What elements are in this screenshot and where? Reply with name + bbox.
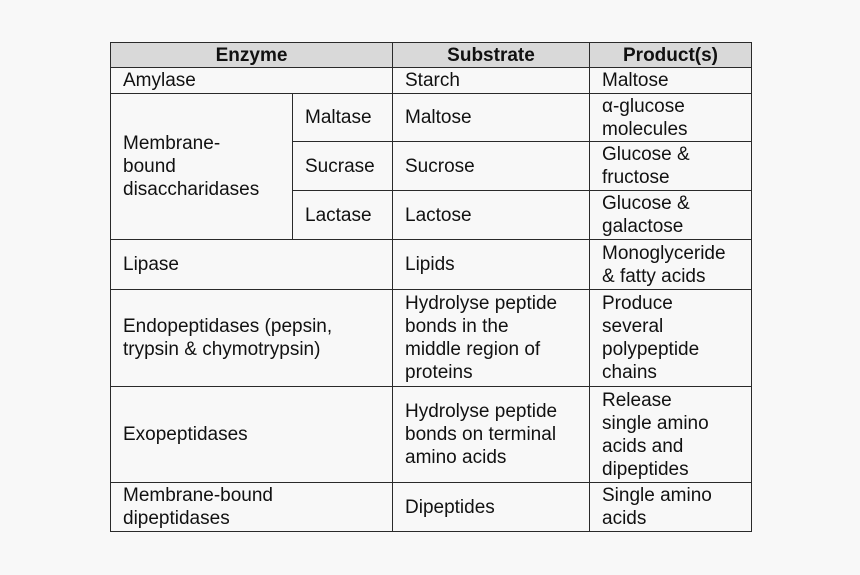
product-line: galactose bbox=[602, 216, 684, 237]
product-line: polypeptide bbox=[602, 339, 700, 360]
enzyme-group-cell bbox=[111, 94, 293, 240]
product-line: Glucose & bbox=[602, 193, 690, 214]
product-line: several bbox=[602, 316, 664, 337]
product-line: fructose bbox=[602, 167, 670, 188]
table-row bbox=[111, 387, 752, 483]
enzyme-cell bbox=[111, 290, 393, 387]
sub-enzyme-cell: Maltase bbox=[293, 94, 393, 142]
product-cell bbox=[590, 94, 752, 142]
enzyme-table bbox=[110, 42, 752, 532]
product-cell bbox=[590, 191, 752, 240]
substrate-cell: Maltose bbox=[393, 94, 590, 142]
group-line: bound bbox=[123, 156, 176, 177]
enzyme-cell: Lipase bbox=[111, 240, 393, 290]
header-products: Product(s) bbox=[590, 43, 752, 68]
substrate-line: Hydrolyse peptide bbox=[405, 293, 558, 314]
product-line: acids bbox=[602, 508, 647, 529]
header-enzyme: Enzyme bbox=[111, 43, 393, 68]
substrate-cell: Sucrose bbox=[393, 142, 590, 191]
product-cell bbox=[590, 483, 752, 532]
enzyme-line: Endopeptidases (pepsin, bbox=[123, 316, 333, 337]
product-cell bbox=[590, 290, 752, 387]
substrate-line: proteins bbox=[405, 362, 473, 383]
substrate-cell: Starch bbox=[393, 68, 590, 94]
enzyme-cell: Exopeptidases bbox=[111, 387, 393, 483]
table-row bbox=[111, 68, 752, 94]
product-cell bbox=[590, 387, 752, 483]
enzyme-line: dipeptidases bbox=[123, 508, 230, 529]
substrate-line: bonds in the bbox=[405, 316, 509, 337]
product-line: & fatty acids bbox=[602, 265, 706, 287]
enzyme-cell: Amylase bbox=[111, 68, 393, 94]
product-line: molecules bbox=[602, 118, 688, 140]
enzyme-cell bbox=[111, 483, 393, 532]
group-line: Membrane- bbox=[123, 133, 221, 154]
substrate-cell: Lactose bbox=[393, 191, 590, 240]
substrate-cell bbox=[393, 387, 590, 483]
substrate-cell bbox=[393, 290, 590, 387]
substrate-cell: Dipeptides bbox=[393, 483, 590, 532]
group-line: disaccharidases bbox=[123, 179, 260, 200]
substrate-line: bonds on terminal bbox=[405, 424, 557, 445]
product-line: Produce bbox=[602, 293, 673, 314]
product-line: Monoglyceride bbox=[602, 242, 726, 264]
product-cell bbox=[590, 142, 752, 191]
product-line: single amino bbox=[602, 412, 709, 434]
product-cell: Maltose bbox=[590, 68, 752, 94]
enzyme-line: trypsin & chymotrypsin) bbox=[123, 339, 321, 360]
sub-enzyme-cell: Sucrase bbox=[293, 142, 393, 191]
product-line: acids and bbox=[602, 435, 684, 457]
product-line: Single amino bbox=[602, 485, 712, 506]
product-line: Release bbox=[602, 389, 672, 411]
product-line: Glucose & bbox=[602, 144, 690, 165]
header-row bbox=[111, 43, 752, 68]
product-line: α-glucose bbox=[602, 95, 685, 117]
substrate-line: Hydrolyse peptide bbox=[405, 401, 558, 422]
product-line: chains bbox=[602, 362, 657, 383]
table-row bbox=[111, 240, 752, 290]
substrate-cell: Lipids bbox=[393, 240, 590, 290]
substrate-line: amino acids bbox=[405, 447, 507, 468]
sub-enzyme-cell: Lactase bbox=[293, 191, 393, 240]
product-cell bbox=[590, 240, 752, 290]
header-substrate: Substrate bbox=[393, 43, 590, 68]
table-row bbox=[111, 290, 752, 387]
substrate-line: middle region of bbox=[405, 339, 541, 360]
table-row bbox=[111, 483, 752, 532]
enzyme-line: Membrane-bound bbox=[123, 485, 273, 506]
product-line: dipeptides bbox=[602, 458, 689, 480]
table-row bbox=[111, 94, 752, 142]
